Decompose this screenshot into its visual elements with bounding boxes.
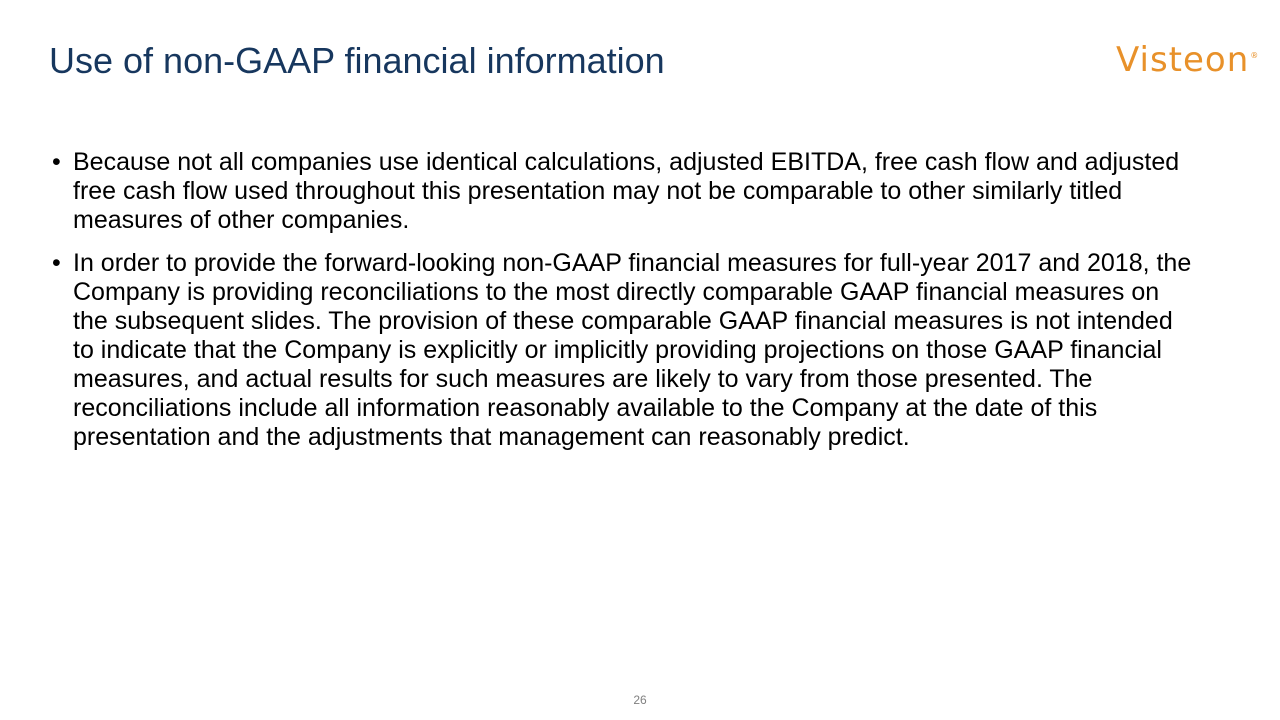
bullet-item — [48, 249, 1198, 452]
bullet-dot-icon: • — [52, 249, 61, 277]
bullet-text: In order to provide the forward-looking non-GAAP financial measures for full-year 2017 and 2018, the Company is providing reconciliations to the most directly comparable GAAP financial measures on the subsequent slides. The provision of these comparable GAAP financial measures is not intended to indicate that the Company is explicitly or implicitly providing projections on those GAAP financial measures, and actual results for such measures are likely to vary from those presented. The reconciliations include all information reasonably available to the Company at the date of this presentation and the adjustments that management can reasonably predict. — [73, 249, 1192, 451]
registered-mark: ® — [1250, 51, 1259, 60]
bullet-dot-icon: • — [52, 148, 61, 176]
bullet-list — [48, 148, 1198, 466]
bullet-text: Because not all companies use identical calculations, adjusted EBITDA, free cash flow and adjusted free cash flow used throughout this presentation may not be comparable to other similarly titled measures of other companies. — [73, 148, 1180, 234]
logo-wordmark: Visteon — [1116, 40, 1250, 80]
slide-title: Use of non-GAAP financial information — [49, 40, 665, 81]
bullet-item — [48, 148, 1198, 235]
page-number: 26 — [633, 693, 647, 707]
visteon-logo — [1116, 40, 1258, 80]
